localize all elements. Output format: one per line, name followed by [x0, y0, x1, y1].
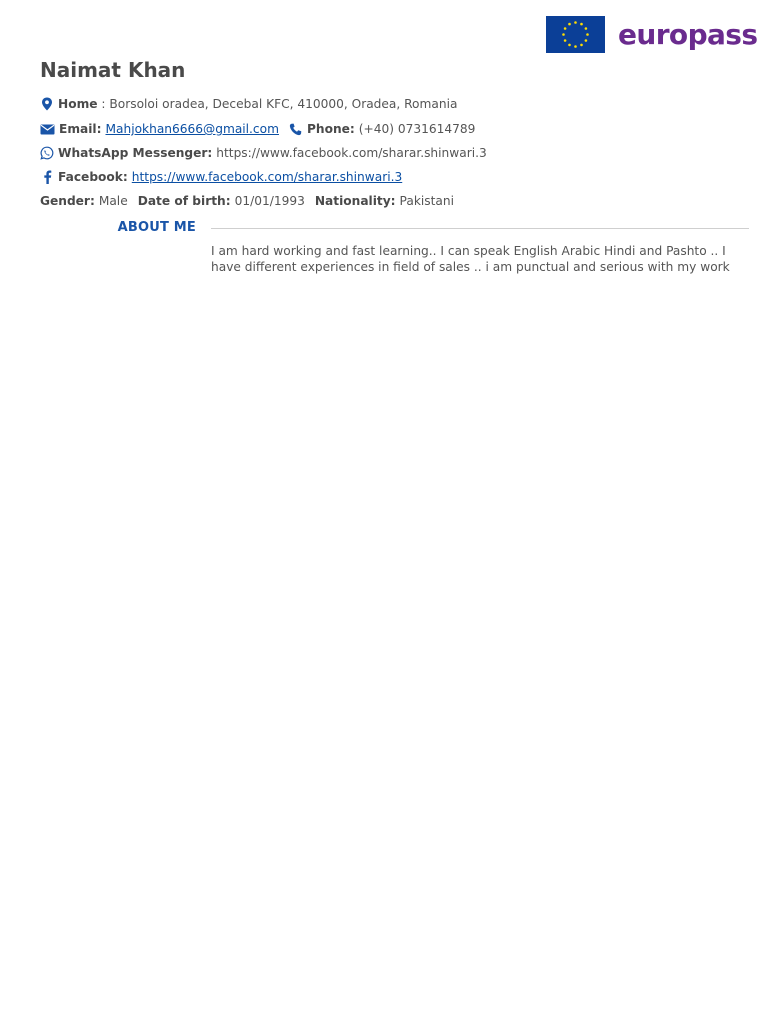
europass-wordmark: europass: [618, 18, 758, 51]
email-label: Email:: [59, 122, 102, 136]
phone-value: (+40) 0731614789: [358, 122, 476, 136]
whatsapp-icon: [40, 146, 54, 160]
personal-details-row: [40, 193, 454, 209]
about-me-text: I am hard working and fast learning.. I can speak English Arabic Hindi and Pashto .. I have different experiences in field of sales .. i am punctual and serious with my work: [211, 244, 730, 274]
whatsapp-value: https://www.facebook.com/sharar.shinwari.3: [216, 146, 487, 160]
person-name: Naimat Khan: [40, 58, 186, 82]
email-link[interactable]: Mahjokhan6666@gmail.com: [105, 122, 279, 136]
email-icon: [40, 122, 55, 136]
home-address-value: Borsoloi oradea, Decebal KFC, 410000, Oradea, Romania: [109, 97, 458, 111]
whatsapp-label: WhatsApp Messenger:: [58, 146, 213, 160]
about-me-heading: ABOUT ME: [117, 220, 196, 235]
home-label: Home: [58, 97, 98, 111]
gender-label: Gender:: [40, 194, 95, 208]
home-separator: :: [97, 97, 110, 111]
phone-label: Phone:: [306, 122, 355, 136]
facebook-row: [40, 169, 402, 185]
phone-icon: [289, 122, 303, 136]
gender-value: Male: [98, 194, 128, 208]
home-address-row: [40, 96, 457, 112]
dob-label: Date of birth:: [137, 194, 231, 208]
facebook-label: Facebook:: [58, 170, 128, 184]
eu-flag-icon: [546, 16, 605, 53]
email-phone-row: [40, 121, 475, 137]
section-divider: [211, 228, 749, 229]
nationality-label: Nationality:: [314, 194, 396, 208]
facebook-link[interactable]: https://www.facebook.com/sharar.shinwari.3: [131, 170, 403, 184]
dob-value: 01/01/1993: [234, 194, 305, 208]
location-icon: [40, 97, 54, 111]
europass-logo: [546, 16, 757, 53]
nationality-value: Pakistani: [399, 194, 454, 208]
facebook-icon: [40, 170, 54, 184]
whatsapp-row: [40, 145, 487, 161]
